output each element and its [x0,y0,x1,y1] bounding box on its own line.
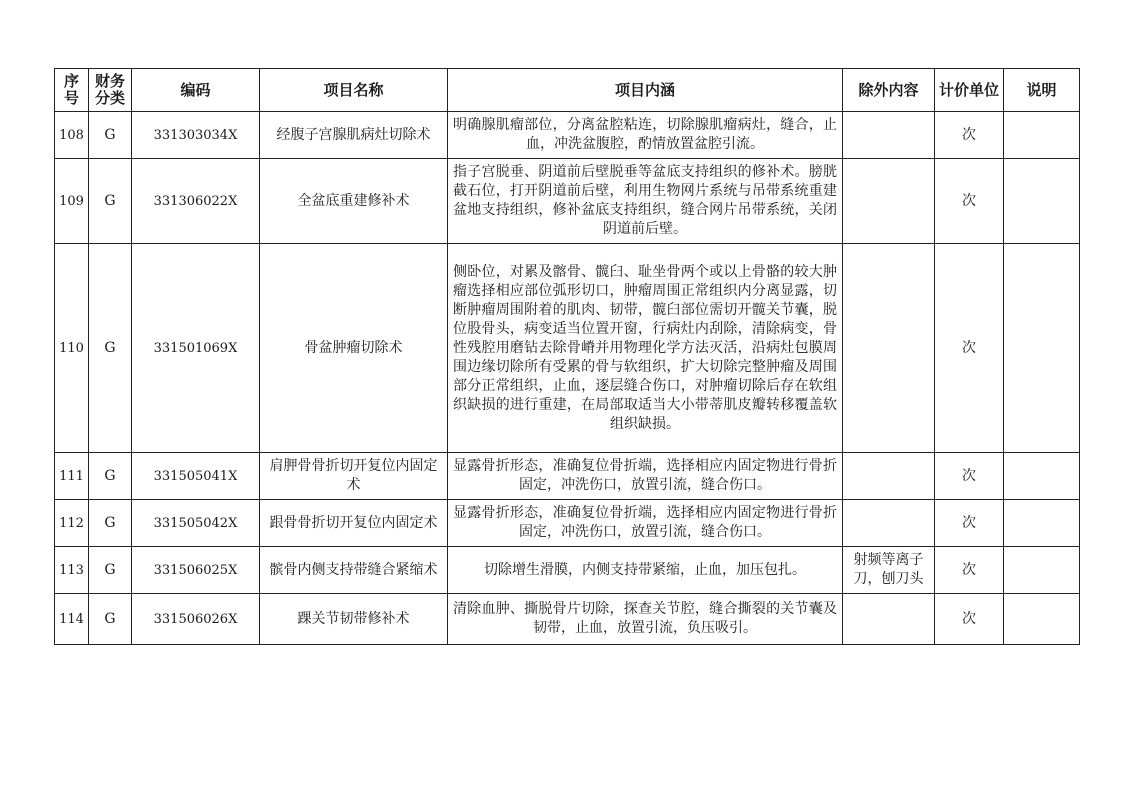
cell-pricing-unit: 次 [935,500,1004,547]
cell-code: 331506026X [132,594,260,645]
cell-finance-category: G [89,159,132,244]
table-row [55,159,1080,244]
table-row [55,594,1080,645]
cell-note [1004,244,1080,453]
cell-excluded [843,244,935,453]
cell-finance-category: G [89,500,132,547]
fee-schedule-table [54,68,1080,645]
table-row [55,500,1080,547]
cell-item-content: 显露骨折形态，准确复位骨折端，选择相应内固定物进行骨折固定，冲洗伤口，放置引流，缝合伤口。 [448,500,843,547]
cell-note [1004,500,1080,547]
cell-item-content: 明确腺肌瘤部位，分离盆腔粘连，切除腺肌瘤病灶，缝合，止血，冲洗盆腹腔，酌情放置盆腔引流。 [448,112,843,159]
cell-note [1004,594,1080,645]
header-row [55,69,1080,112]
cell-seq: 110 [55,244,89,453]
cell-seq: 109 [55,159,89,244]
cell-code: 331306022X [132,159,260,244]
cell-item-name: 全盆底重建修补术 [260,159,448,244]
cell-seq: 114 [55,594,89,645]
cell-item-content: 显露骨折形态，准确复位骨折端，选择相应内固定物进行骨折固定，冲洗伤口，放置引流，缝合伤口。 [448,453,843,500]
cell-item-name: 踝关节韧带修补术 [260,594,448,645]
cell-excluded [843,594,935,645]
header-code: 编码 [132,69,260,112]
cell-pricing-unit: 次 [935,159,1004,244]
cell-note [1004,453,1080,500]
cell-code: 331501069X [132,244,260,453]
header-item-content: 项目内涵 [448,69,843,112]
cell-excluded [843,453,935,500]
cell-item-content: 侧卧位，对累及髂骨、髋臼、耻坐骨两个或以上骨骼的较大肿瘤选择相应部位弧形切口，肿瘤周围正常组织内分离显露，切断肿瘤周围附着的肌肉、韧带，髋臼部位需切开髋关节囊，脱位股骨头，病变适当位置开窗，行病灶内刮除，清除病变，骨性残腔用磨钻去除骨嵴并用物理化学方法灭活，沿病灶包膜周围边缘切除所有受累的骨与软组织，扩大切除完整肿瘤及周围部分正常组织，止血，逐层缝合伤口，对肿瘤切除后存在软组织缺损的进行重建，在局部取适当大小带蒂肌皮瓣转移覆盖软组织缺损。 [448,244,843,453]
cell-pricing-unit: 次 [935,453,1004,500]
cell-seq: 111 [55,453,89,500]
cell-excluded: 射频等离子刀，刨刀头 [843,547,935,594]
cell-finance-category: G [89,453,132,500]
cell-excluded [843,500,935,547]
cell-pricing-unit: 次 [935,547,1004,594]
header-excluded: 除外内容 [843,69,935,112]
cell-item-name: 骨盆肿瘤切除术 [260,244,448,453]
table-row [55,112,1080,159]
cell-note [1004,547,1080,594]
cell-code: 331505042X [132,500,260,547]
cell-finance-category: G [89,547,132,594]
cell-note [1004,112,1080,159]
header-item-name: 项目名称 [260,69,448,112]
cell-item-content: 指子宫脱垂、阴道前后壁脱垂等盆底支持组织的修补术。膀胱截石位，打开阴道前后壁，利用生物网片系统与吊带系统重建盆地支持组织，修补盆底支持组织，缝合网片吊带系统，关闭阴道前后壁。 [448,159,843,244]
cell-code: 331506025X [132,547,260,594]
cell-note [1004,159,1080,244]
cell-seq: 113 [55,547,89,594]
header-pricing-unit: 计价单位 [935,69,1004,112]
cell-pricing-unit: 次 [935,244,1004,453]
cell-finance-category: G [89,244,132,453]
header-seq: 序号 [55,69,89,112]
cell-seq: 108 [55,112,89,159]
cell-item-name: 经腹子宫腺肌病灶切除术 [260,112,448,159]
cell-code: 331303034X [132,112,260,159]
cell-pricing-unit: 次 [935,594,1004,645]
cell-item-name: 肩胛骨骨折切开复位内固定术 [260,453,448,500]
cell-item-name: 髌骨内侧支持带缝合紧缩术 [260,547,448,594]
cell-excluded [843,159,935,244]
table-row [55,547,1080,594]
cell-excluded [843,112,935,159]
cell-item-content: 清除血肿、撕脱骨片切除，探查关节腔，缝合撕裂的关节囊及韧带，止血，放置引流，负压吸引。 [448,594,843,645]
cell-finance-category: G [89,112,132,159]
cell-item-name: 跟骨骨折切开复位内固定术 [260,500,448,547]
table-row [55,244,1080,453]
cell-seq: 112 [55,500,89,547]
table-row [55,453,1080,500]
cell-code: 331505041X [132,453,260,500]
cell-item-content: 切除增生滑膜，内侧支持带紧缩，止血，加压包扎。 [448,547,843,594]
cell-finance-category: G [89,594,132,645]
cell-pricing-unit: 次 [935,112,1004,159]
header-finance-category: 财务分类 [89,69,132,112]
header-note: 说明 [1004,69,1080,112]
